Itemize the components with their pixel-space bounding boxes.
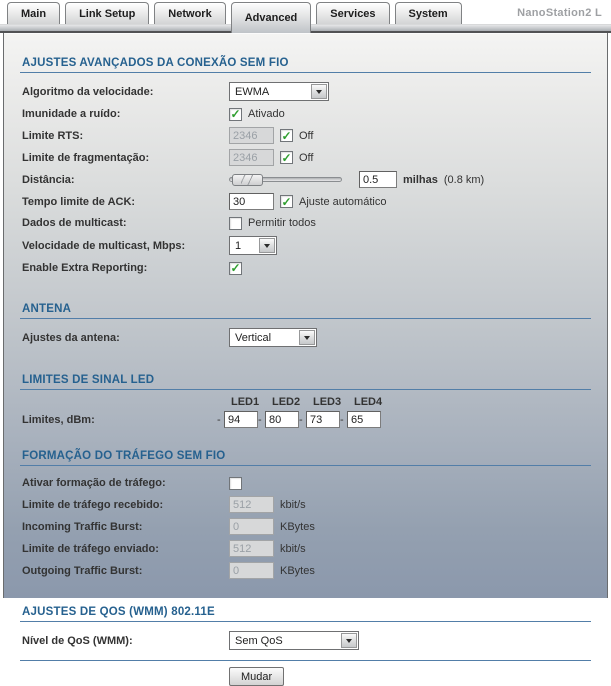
row-rts-threshold (22, 127, 607, 144)
extra-reporting-checkbox[interactable] (229, 262, 242, 275)
outgoing-limit-unit: kbit/s (280, 542, 306, 555)
outgoing-burst-unit: KBytes (280, 564, 315, 577)
led3-header: LED3 (313, 396, 342, 408)
ack-timeout-label: Tempo limite de ACK: (22, 195, 136, 208)
minus-sign: - (340, 413, 344, 426)
tab-services[interactable]: Services (316, 2, 389, 24)
multicast-rate-select[interactable] (229, 236, 277, 255)
row-multicast-rate (22, 236, 607, 255)
ack-auto-checkbox[interactable] (280, 195, 293, 208)
row-multicast-data (22, 215, 607, 231)
incoming-limit-input (229, 496, 274, 513)
multicast-data-label: Dados de multicast: (22, 217, 127, 229)
extra-reporting-label: Enable Extra Reporting: (22, 262, 148, 274)
row-traffic-shaping-enable (22, 475, 607, 491)
frag-off-checkbox[interactable] (280, 151, 293, 164)
led4-header: LED4 (354, 396, 383, 408)
distance-slider[interactable] (229, 172, 342, 188)
row-noise-immunity (22, 106, 607, 122)
wmm-level-value: Sem QoS (235, 634, 283, 647)
distance-unit: milhas (403, 173, 438, 186)
multicast-rate-value: 1 (235, 239, 242, 252)
row-outgoing-burst (22, 562, 607, 579)
change-button[interactable]: Mudar (229, 667, 284, 686)
chevron-down-icon[interactable] (259, 238, 275, 253)
rate-algorithm-value: EWMA (235, 85, 270, 98)
multicast-data-checkbox[interactable] (229, 217, 242, 230)
footer-divider (20, 660, 591, 661)
section-title-led: LIMITES DE SINAL LED (20, 352, 591, 390)
section-title-traffic-shaping: FORMAÇÃO DO TRÁFEGO SEM FIO (20, 428, 591, 466)
checkmark-icon: ✓ (230, 107, 241, 121)
rate-algorithm-label: Algoritmo da velocidade: (22, 85, 154, 98)
chevron-down-icon[interactable] (299, 330, 315, 345)
distance-input[interactable] (359, 171, 397, 188)
frag-threshold-label: Limite de fragmentação: (22, 151, 150, 164)
row-incoming-limit (22, 496, 607, 513)
distance-label: Distância: (22, 173, 75, 186)
section-title-advanced-wireless: AJUSTES AVANÇADOS DA CONEXÃO SEM FIO (20, 33, 591, 73)
outgoing-burst-label: Outgoing Traffic Burst: (22, 564, 143, 577)
antenna-settings-label: Ajustes da antena: (22, 331, 120, 344)
outgoing-limit-input (229, 540, 274, 557)
row-distance (22, 171, 607, 188)
led1-threshold-input[interactable] (224, 411, 258, 428)
incoming-burst-input (229, 518, 274, 535)
tab-network[interactable]: Network (154, 2, 225, 24)
tab-link-setup[interactable]: Link Setup (65, 2, 149, 24)
incoming-burst-unit: KBytes (280, 520, 315, 533)
minus-sign: - (217, 413, 221, 426)
row-frag-threshold (22, 149, 607, 166)
incoming-limit-unit: kbit/s (280, 498, 306, 511)
row-extra-reporting (22, 260, 607, 276)
section-title-qos: AJUSTES DE QOS (WMM) 802.11E (20, 584, 591, 622)
header (0, 0, 611, 33)
antenna-settings-value: Vertical (235, 331, 272, 344)
noise-immunity-label: Imunidade a ruído: (22, 108, 121, 120)
incoming-limit-label: Limite de tráfego recebido: (22, 498, 164, 511)
ack-auto-label: Ajuste automático (299, 195, 387, 208)
noise-immunity-checkbox-label: Ativado (248, 108, 285, 120)
chevron-down-icon[interactable] (311, 84, 327, 99)
rate-algorithm-select[interactable] (229, 82, 329, 101)
wmm-level-label: Nível de QoS (WMM): (22, 634, 133, 647)
row-outgoing-limit (22, 540, 607, 557)
frag-threshold-input (229, 149, 274, 166)
chevron-down-icon[interactable] (341, 633, 357, 648)
tab-system[interactable]: System (395, 2, 462, 24)
row-wmm-level (22, 631, 607, 650)
minus-sign: - (299, 413, 303, 426)
row-led-thresholds (22, 411, 607, 428)
outgoing-limit-label: Limite de tráfego enviado: (22, 542, 159, 555)
led2-header: LED2 (272, 396, 301, 408)
led-column-headers (229, 396, 607, 408)
row-ack-timeout (22, 193, 607, 210)
noise-immunity-checkbox[interactable] (229, 108, 242, 121)
checkmark-icon: ✓ (281, 128, 292, 143)
section-title-antenna: ANTENA (20, 281, 591, 319)
frag-off-label: Off (299, 151, 314, 164)
rts-off-label: Off (299, 129, 314, 142)
led4-threshold-input[interactable] (347, 411, 381, 428)
led3-threshold-input[interactable] (306, 411, 340, 428)
outgoing-burst-input (229, 562, 274, 579)
device-name: NanoStation2 L (517, 7, 602, 19)
incoming-burst-label: Incoming Traffic Burst: (22, 520, 143, 533)
checkmark-icon: ✓ (230, 261, 241, 275)
traffic-shaping-enable-label: Ativar formação de tráfego: (22, 477, 166, 489)
led-thresholds-label: Limites, dBm: (22, 413, 95, 426)
distance-slider-handle[interactable] (232, 174, 263, 186)
page-content (3, 33, 608, 683)
distance-unit-note: (0.8 km) (443, 173, 485, 186)
row-incoming-burst (22, 518, 607, 535)
minus-sign: - (258, 413, 262, 426)
antenna-settings-select[interactable] (229, 328, 317, 347)
rts-off-checkbox[interactable] (280, 129, 293, 142)
tab-advanced[interactable]: Advanced (231, 2, 312, 33)
rts-threshold-input (229, 127, 274, 144)
checkmark-icon: ✓ (281, 150, 292, 165)
tab-main[interactable]: Main (7, 2, 60, 24)
row-rate-algorithm (22, 82, 607, 101)
multicast-data-checkbox-label: Permitir todos (248, 217, 316, 229)
ack-timeout-input[interactable] (229, 193, 274, 210)
traffic-shaping-enable-checkbox[interactable] (229, 477, 242, 490)
led2-threshold-input[interactable] (265, 411, 299, 428)
wmm-level-select[interactable] (229, 631, 359, 650)
rts-threshold-label: Limite RTS: (22, 129, 84, 142)
checkmark-icon: ✓ (281, 194, 292, 209)
row-antenna-settings (22, 328, 607, 347)
led1-header: LED1 (231, 396, 260, 408)
multicast-rate-label: Velocidade de multicast, Mbps: (22, 239, 186, 252)
